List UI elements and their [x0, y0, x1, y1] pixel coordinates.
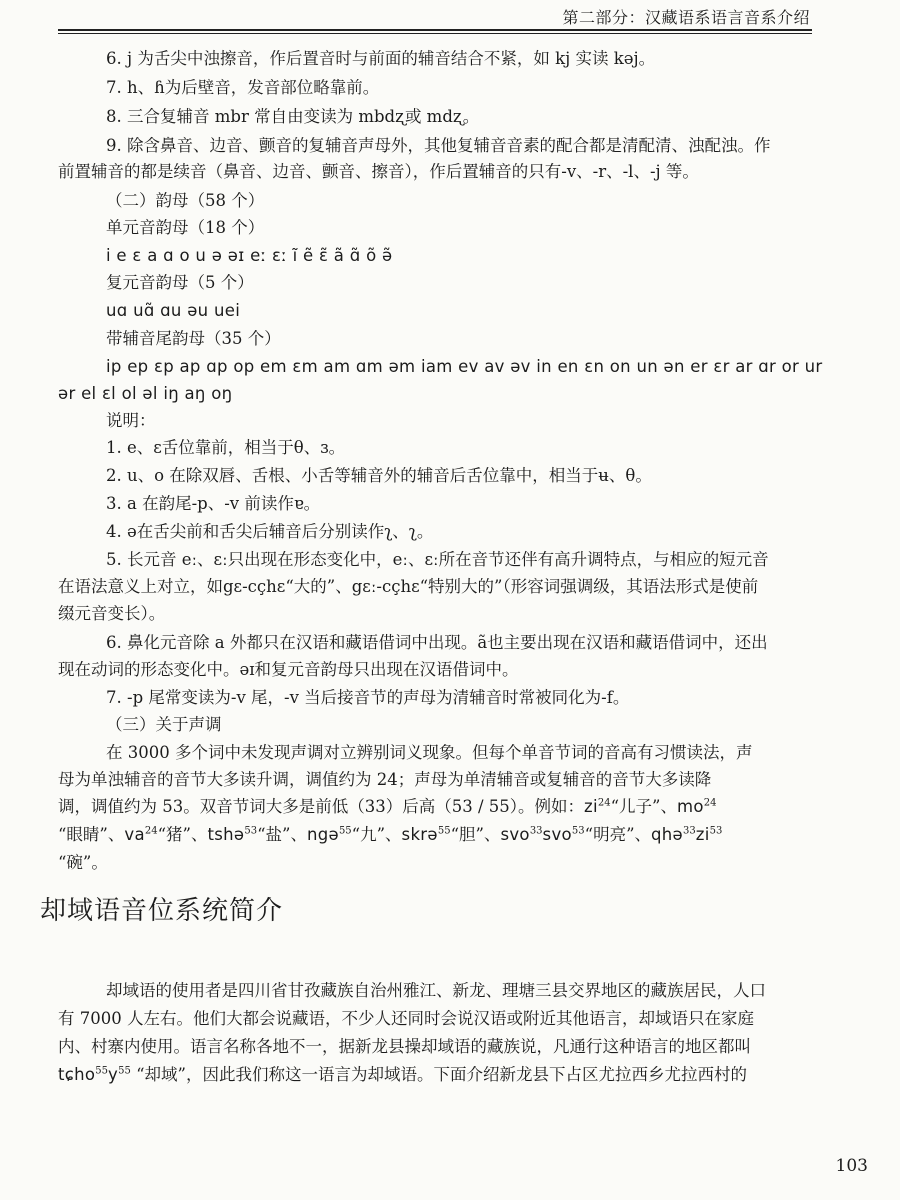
- tone-mark: 53: [244, 825, 258, 837]
- tone-para-line3: [58, 796, 717, 818]
- consonant-note-7: 7. h、ɦ为后壁音，发音部位略靠前。: [106, 78, 380, 97]
- diphthong-list: uɑ uɑ̃ ɑu əu uei: [106, 301, 241, 320]
- vowel-note-4: 4. ə在舌尖前和舌尖后辅音后分别读作ʅ、ʅ。: [106, 522, 434, 541]
- tone-mark: 55: [118, 1065, 131, 1077]
- tone-mark: 24: [703, 797, 717, 809]
- running-header: 第二部分：汉藏语系语言音系介绍: [562, 8, 810, 27]
- monophthong-list: i e ɛ a ɑ o u ə əɪ eː ɛː ĩ ẽ ɛ̃ ã ɑ̃ õ ə̃: [106, 246, 393, 265]
- example-qh: qhə: [651, 825, 683, 844]
- example-tcho: tɕho: [58, 1065, 96, 1084]
- header-rule: [58, 29, 812, 31]
- coda-rhyme-list-line2: ər el ɛl ol əl iŋ aŋ oŋ: [58, 384, 233, 403]
- gloss-son: “儿子”、: [610, 797, 677, 816]
- tone-mark: 53: [571, 825, 585, 837]
- vowel-note-1: 1. e、ɛ舌位靠前，相当于θ、ɜ。: [106, 438, 346, 457]
- vowel-note-6-line2: 现在动词的形态变化中。əɪ和复元音韵母只出现在汉语借词中。: [58, 660, 519, 679]
- gloss-eye: “眼睛”、: [58, 825, 125, 844]
- tone-mark: 55: [95, 1065, 109, 1077]
- example-va: va: [124, 825, 145, 844]
- consonant-note-9-line2: 前置辅音的都是续音（鼻音、边音、颤音、擦音），作后置辅音的只有-v、-r、-l、-j 等。: [58, 162, 699, 181]
- example-svo1: svo: [500, 825, 530, 844]
- section-title: 却域语音位系统简介: [40, 896, 284, 926]
- gloss-salt: “盐”、: [257, 825, 307, 844]
- tone-para-line2: 母为单浊辅音的音节大多读升调，调值约为 24；声母为单清辅音或复辅音的音节大多读降: [58, 770, 712, 789]
- vowel-note-5-line2: 在语法意义上对立，如gɛ-cçhɛ“大的”、gɛː-cçhɛ“特别大的”（形容词强调级，其语法形式是使前: [58, 577, 759, 596]
- tone-para-line5: “碗”。: [58, 853, 108, 872]
- gloss-gall: “胆”、: [450, 825, 501, 844]
- vowel-note-3: 3. a 在韵尾-p、-v 前读作ɐ。: [106, 494, 321, 513]
- vowel-note-7: 7. -p 尾常变读为-v 尾，-v 当后接音节的声母为清辅音时常被同化为-f。: [106, 688, 630, 707]
- page-number: 103: [835, 1156, 868, 1176]
- consonant-note-6: 6. j 为舌尖中浊擦音，作后置音时与前面的辅音结合不紧，如 kj 实读 kəj。: [106, 49, 656, 68]
- example-mo: mo: [677, 797, 704, 816]
- tone-para-line4: [58, 824, 722, 846]
- tone-para-line3-text: 调，调值约为 53。双音节词大多是前低（33）后高（53 / 55）。例如：: [58, 797, 585, 816]
- tone-mark: 53: [709, 825, 723, 837]
- section-para-line4-text: “却域”，因此我们称这一语言为却域语。下面介绍新龙县下占区尤拉西乡尤拉西村的: [130, 1065, 747, 1084]
- tone-heading: （三）关于声调: [106, 715, 222, 734]
- vowel-note-5-line3: 缀元音变长）。: [58, 604, 166, 623]
- coda-rhyme-list-line1: ip ep ɛp ap ɑp op em ɛm am ɑm əm iam ev av əv in en ɛn on un ən er ɛr ar ɑr or ur: [106, 357, 823, 376]
- example-tsh: tshə: [207, 825, 245, 844]
- tone-mark: 24: [144, 825, 158, 837]
- example-ng: ngə: [306, 825, 339, 844]
- section-para-line2: 有 7000 人左右。他们大都会说藏语，不少人还同时会说汉语或附近其他语言，却域语只在家庭: [58, 1009, 754, 1028]
- monophthong-heading: 单元音韵母（18 个）: [106, 218, 265, 237]
- gloss-nine: “九”、: [351, 825, 402, 844]
- header-rule-thin: [58, 33, 812, 34]
- section-para-line4: [58, 1064, 747, 1086]
- section-para-line3: 内、村寨内使用。语言名称各地不一，据新龙县操却域语的藏族说，凡通行这种语言的地区都叫: [58, 1037, 751, 1056]
- tone-mark: 33: [683, 825, 696, 837]
- vowel-note-6-line1: 6. 鼻化元音除 a 外都只在汉语和藏语借词中出现。ã也主要出现在汉语和藏语借词中，还出: [106, 633, 768, 652]
- vowel-note-2: 2. u、o 在除双唇、舌根、小舌等辅音外的辅音后舌位靠中，相当于ʉ、θ。: [106, 466, 652, 485]
- tone-mark: 33: [529, 825, 543, 837]
- gloss-pig: “猪”、: [157, 825, 208, 844]
- diphthong-heading: 复元音韵母（5 个）: [106, 273, 254, 292]
- example-y: y: [108, 1065, 119, 1084]
- notes-heading: 说明：: [106, 411, 156, 430]
- section-para-line1: 却域语的使用者是四川省甘孜藏族自治州雅江、新龙、理塘三县交界地区的藏族居民，人口: [106, 981, 766, 1000]
- consonant-note-8: 8. 三合复辅音 mbr 常自由变读为 mbdʐ或 mdʐ。: [106, 107, 480, 126]
- gloss-bright: “明亮”、: [584, 825, 652, 844]
- tone-mark: 24: [597, 797, 611, 809]
- example-skr: skrə: [401, 825, 438, 844]
- rhymes-heading: （二）韵母（58 个）: [106, 191, 265, 210]
- vowel-note-5-line1: 5. 长元音 eː、ɛː只出现在形态变化中，eː、ɛː所在音节还伴有高升调特点，与相应的短元音: [106, 550, 769, 569]
- tone-para-line1: 在 3000 多个词中未发现声调对立辨别词义现象。但每个单音节词的音高有习惯读法，声: [106, 743, 753, 762]
- coda-rhyme-heading: 带辅音尾韵母（35 个）: [106, 329, 281, 348]
- consonant-note-9-line1: 9. 除含鼻音、边音、颤音的复辅音声母外，其他复辅音音素的配合都是清配清、浊配浊。作: [106, 136, 771, 155]
- example-svo2: svo: [542, 825, 572, 844]
- example-qzi: zi: [695, 825, 710, 844]
- tone-mark: 55: [338, 825, 352, 837]
- tone-mark: 55: [437, 825, 451, 837]
- example-zi: zi: [584, 797, 598, 816]
